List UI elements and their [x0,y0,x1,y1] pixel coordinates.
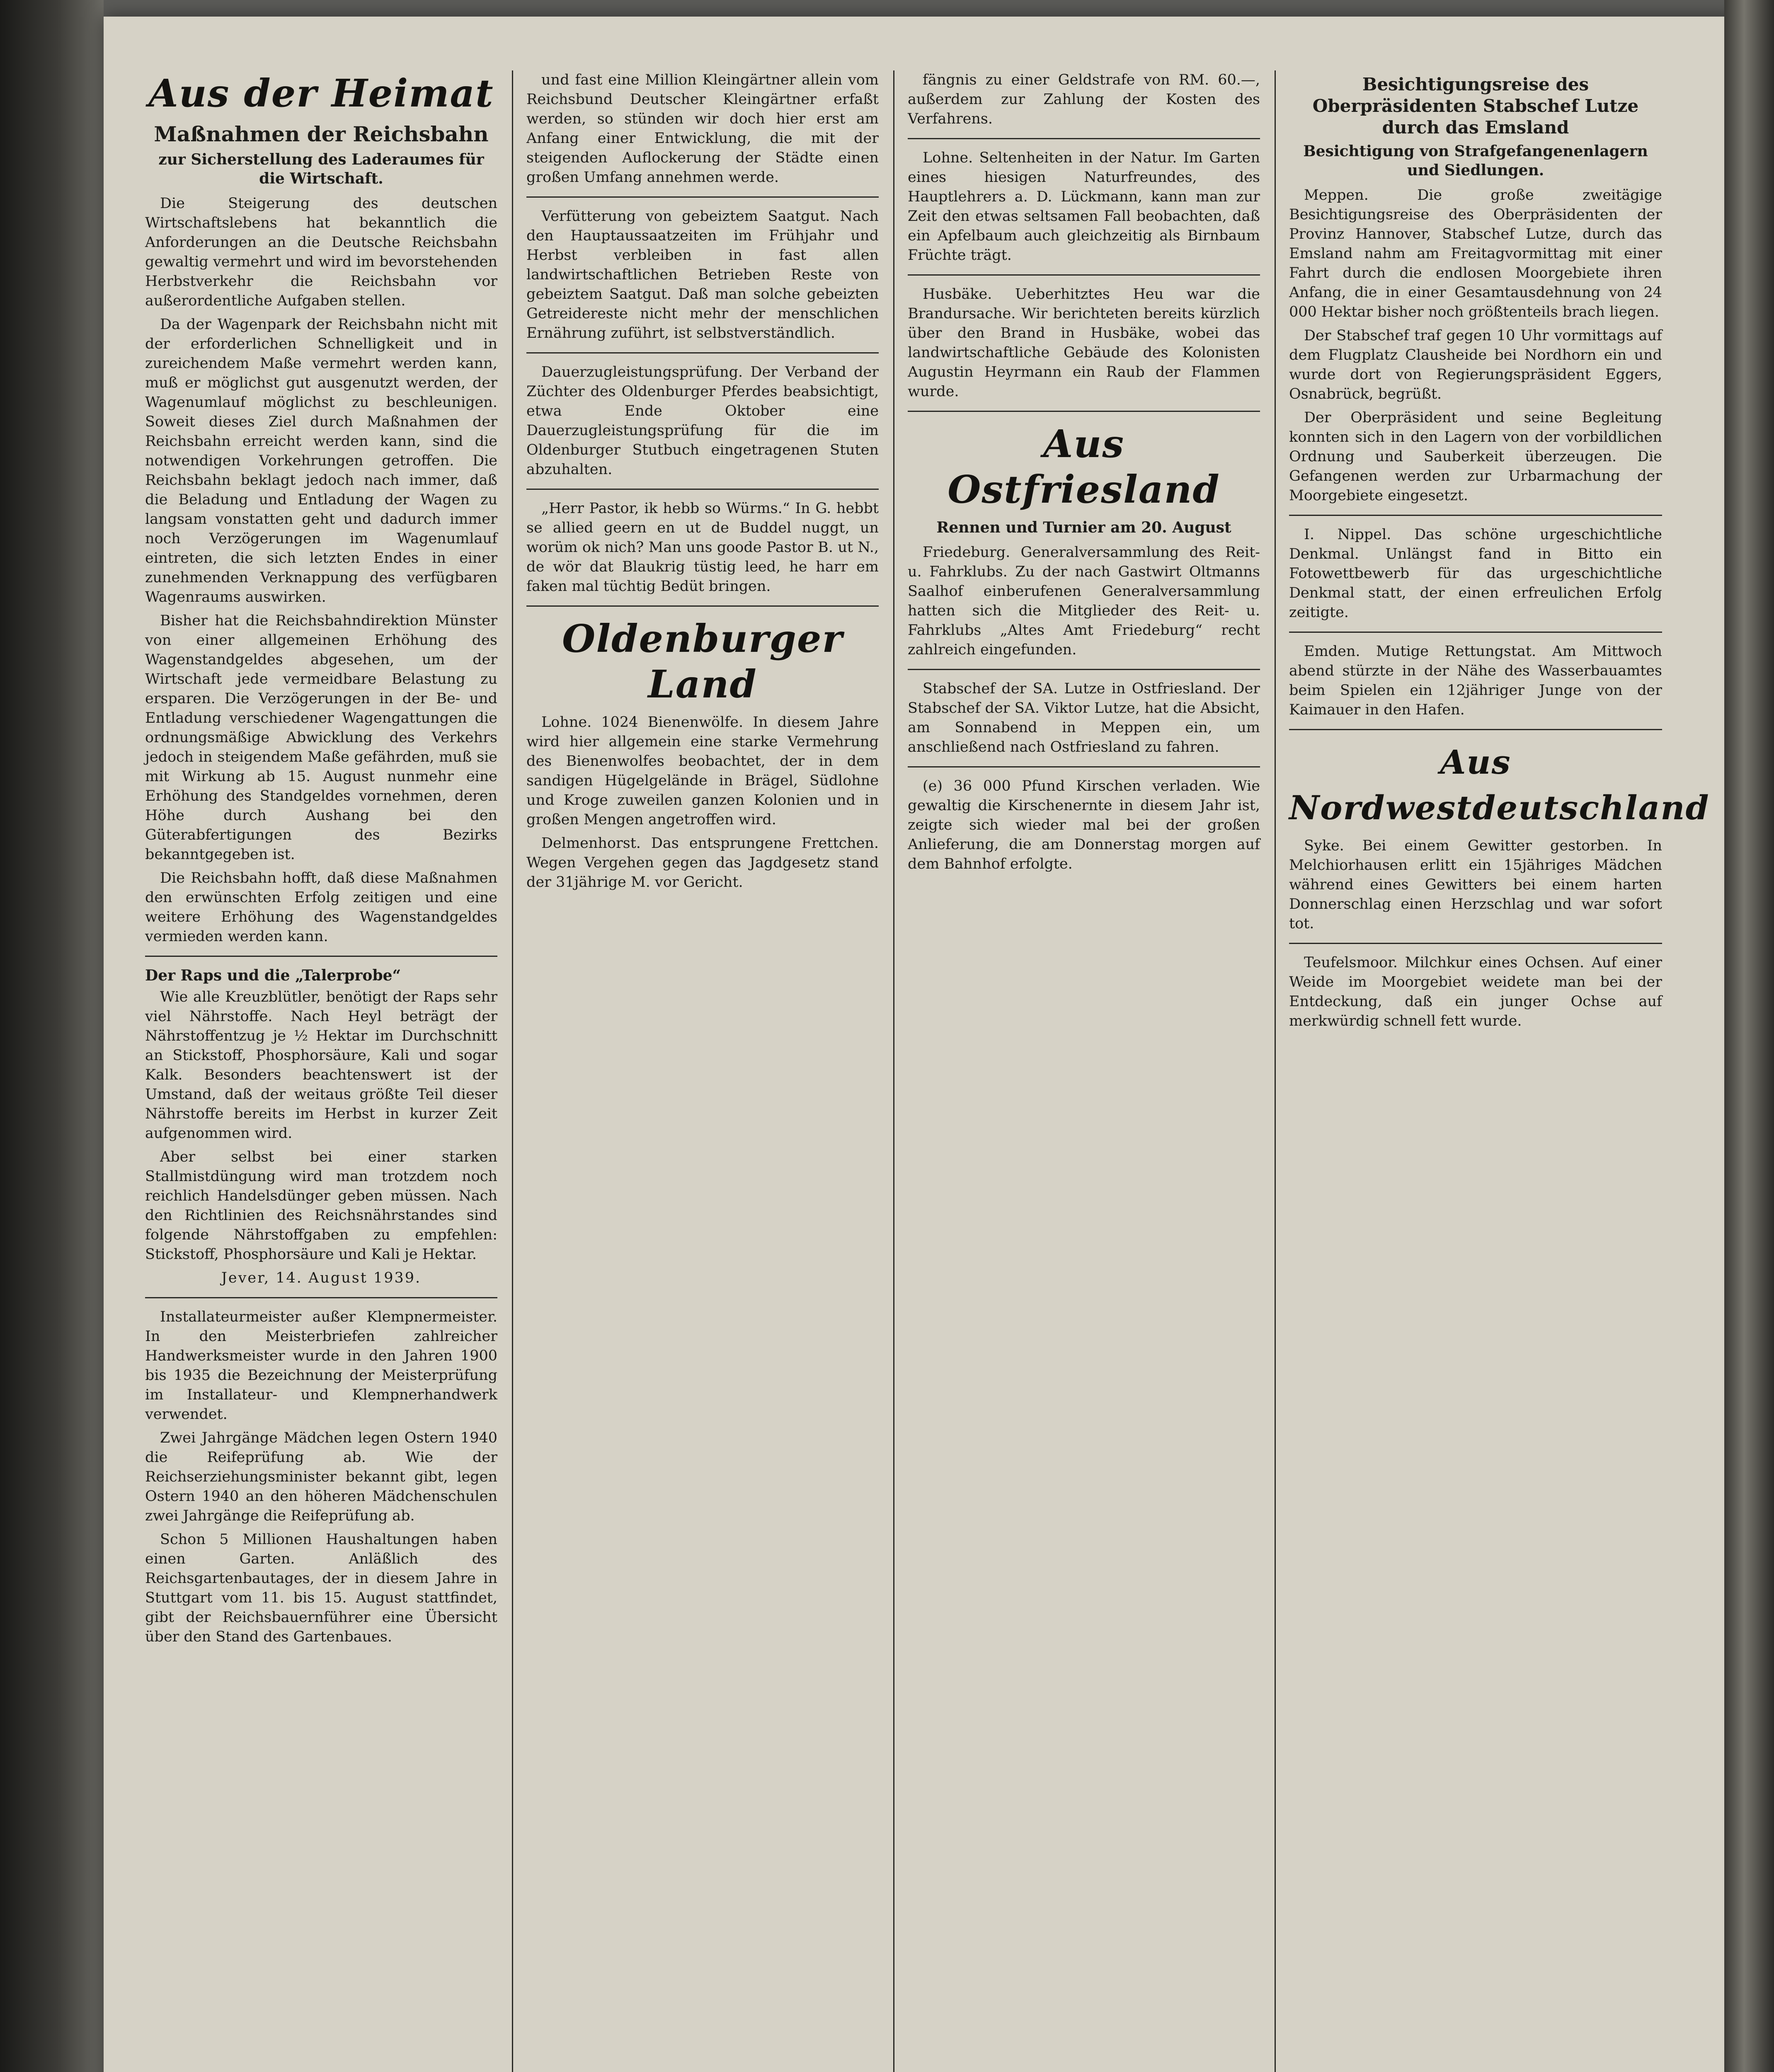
subheadline-reichsbahn: zur Sicherstellung des Laderaumes für die Wirtschaft. [158,151,484,187]
paragraph: Delmenhorst. Das entsprungene Frettchen. Wegen Vergehen gegen das Jagdgesetz stand der 31jährige M. vor Gericht. [526,835,879,891]
paragraph: (e) 36 000 Pfund Kirschen verladen. Wie gewaltig die Kirschenernte in diesem Jahr ist, zeigte sich wieder mal bei der großen Anlieferung, die am Donnerstag morgen auf dem Bahnhof erfolgte. [908,778,1260,872]
newspaper-page [104,17,1737,2072]
column-rule [1275,70,1276,2072]
section-title-heimat: Aus der Heimat [148,71,494,116]
paragraph: Syke. Bei einem Gewitter gestorben. In Melchiorhausen erlitt ein 15jähriges Mädchen während eines Gewitters bei einem harten Donnerschlag einen Herzschlag und war sofort tot. [1289,838,1662,932]
divider [1289,943,1662,944]
paragraph: Dauerzugleistungsprüfung. Der Verband der Züchter des Oldenburger Pferdes beabsichtigt, etwa Ende Oktober eine Dauerzugleistungsprüfung für die im Oldenburger Stutbuch eingetragenen Stuten abzuhalten. [526,364,879,478]
paragraph: „Herr Pastor, ik hebb so Würms.“ In G. hebbt se allied geern en ut de Buddel nuggt, un worüm ok nich? Man uns goode Pastor B. ut N., de wör dat Blaukrig tüstig leed, he harr em faken mal tüchtig Bedüt bringen. [526,500,879,595]
paragraph: Da der Wagenpark der Reichsbahn nicht mit der erforderlichen Schnelligkeit und in zureichendem Maße vermehrt werden kann, muß er möglichst gut ausgenutzt werden, der Wagenumlauf möglichst zu beschleunigen. Soweit dieses Ziel durch Maßnahmen der Reichsbahn erreicht werden kann, sind die notwendigen Vorkehrungen getroffen. Die Reichsbahn beklagt jedoch nach immer, daß die Beladung und Entladung der Wagen zu langsam vonstatten geht und dadurch immer noch Verzögerungen im Wagenumlauf eintreten, die sich letzten Endes in einer zunehmenden Verknappung des verfügbaren Wagenraums auswirken. [145,316,497,605]
divider [526,196,879,198]
headline-rennen: Rennen und Turnier am 20. August [936,519,1231,536]
paragraph: Meppen. Die große zweitägige Besichtigungsreise des Oberpräsidenten der Provinz Hannover, Stabschef Lutze, durch das Emsland nahm am Freitagvormittag mit einer Fahrt durch die endlosen Moorgebiete ihren Anfang, die in einer Gesamtausdehnung von 24 000 Hektar bisher noch größtenteils brach liegen. [1289,187,1662,320]
paragraph: I. Nippel. Das schöne urgeschichtliche Denkmal. Unlängst fand in Bitto ein Fotowettbewerb für das urgeschichtliche Denkmal statt, der einen erfreulichen Erfolg zeitigte. [1289,526,1662,621]
divider [526,352,879,353]
headline-besichtigungsreise: Besichtigungsreise des Oberpräsidenten Stabschef Lutze durch das Emsland [1312,74,1639,138]
column-rule [893,70,894,2072]
paragraph: Der Oberpräsident und seine Begleitung konnten sich in den Lagern von der vorbildlichen Ordnung und Sauberkeit überzeugen. Die Gefangenen werden zur Urbarmachung der Moorgebiete eingesetzt. [1289,409,1662,504]
section-title-oldenburg: Oldenburger Land [562,616,843,707]
book-binding [0,0,104,2072]
paragraph: Zwei Jahrgänge Mädchen legen Ostern 1940 die Reifeprüfung ab. Wie der Reichserziehungsminister bekannt gibt, legen Ostern 1940 an den höheren Mädchenschulen zwei Jahrgänge die Reifeprüfung ab. [145,1430,497,1524]
paragraph: Schon 5 Millionen Haushaltungen haben einen Garten. Anläßlich des Reichsgartenbautages, der in diesem Jahre in Stuttgart vom 11. bis 15. August stattfindet, gibt der Reichsbauernführer eine Übersicht über den Stand des Gartenbaues. [145,1531,497,1645]
article-title-raps: Der Raps und die „Talerprobe“ [145,967,401,984]
dateline: Jever, 14. August 1939. [221,1270,422,1286]
headline-reichsbahn: Maßnahmen der Reichsbahn [154,122,489,146]
column-1 [145,70,497,2072]
paragraph: Aber selbst bei einer starken Stallmistdüngung wird man trotzdem noch reichlich Handelsdünger geben müssen. Nach den Richtlinien des Reichsnährstandes sind folgende Nährstoffgaben zu empfehlen: Stickstoff, Phosphorsäure und Kali je Hektar. [145,1149,497,1263]
paragraph: Lohne. Seltenheiten in der Natur. Im Garten eines hiesigen Naturfreundes, des Hauptlehrers a. D. Lückmann, kann man zur Zeit den etwas seltsamen Fall beobachten, daß ein Apfelbaum auch gleichzeitig als Birnbaum Früchte trägt. [908,150,1260,264]
divider [908,138,1260,139]
divider [526,489,879,490]
paragraph: Bisher hat die Reichsbahndirektion Münster von einer allgemeinen Erhöhung des Wagenstandgeldes abgesehen, um der Wirtschaft jede vermeidbare Belastung zu ersparen. Die Verzögerungen in der Be- und Entladung verschiedener Wagengattungen die ordnungsmäßige Abwicklung des Verkehrs jedoch in steigendem Maße gefährden, muß sie mit Wirkung ab 15. August nunmehr eine Erhöhung des Standgeldes vornehmen, deren Höhe durch Aushang bei den Güterabfertigungen des Bezirks bekanntgegeben ist. [145,612,497,863]
divider [908,274,1260,276]
divider [526,605,879,607]
paragraph: Installateurmeister außer Klempnermeister. In den Meisterbriefen zahlreicher Handwerksmeister wurde in den Jahren 1900 bis 1935 die Bezeichnung der Meisterprüfung im Installateur- und Klempnerhandwerk verwendet. [145,1309,497,1423]
subheadline-besichtigung: Besichtigung von Strafgefangenenlagern und Siedlungen. [1303,143,1648,179]
paragraph: Die Reichsbahn hofft, daß diese Maßnahmen den erwünschten Erfolg zeitigen und eine weitere Erhöhung des Wagenstandgeldes vermieden werden kann. [145,870,497,945]
paragraph: Stabschef der SA. Lutze in Ostfriesland. Der Stabschef der SA. Viktor Lutze, hat die Absicht, am Sonnabend in Meppen ein, um anschließend nach Ostfriesland zu fahren. [908,680,1260,755]
paragraph: Husbäke. Ueberhitztes Heu war die Brandursache. Wir berichteten bereits kürzlich über den Brand in Husbäke, wobei das landwirtschaftliche Gebäude des Kolonisten Augustin Heyrmann ein Raub der Flammen wurde. [908,286,1260,400]
paragraph: Der Stabschef traf gegen 10 Uhr vormittags auf dem Flugplatz Clausheide bei Nordhorn ein und wurde dort von Regierungspräsident Eggers, Osnabrück, begrüßt. [1289,327,1662,402]
paragraph: Die Steigerung des deutschen Wirtschaftslebens hat bekanntlich die Anforderungen an die Deutsche Reichsbahn gewaltig vermehrt und wird im bevorstehenden Herbstverkehr die Reichsbahn vor außerordentliche Aufgaben stellen. [145,195,497,309]
section-title-nordwest: Aus Nordwestdeutschland [1289,743,1710,827]
divider [908,669,1260,670]
divider [1289,729,1662,730]
paragraph: und fast eine Million Kleingärtner allein vom Reichsbund Deutscher Kleingärtner erfaßt werden, so stünden wir doch hier erst am Anfang einer Entwicklung, die mit der steigenden Auflockerung der Städte einen großen Umfang annehmen werde. [526,72,879,186]
paragraph: Friedeburg. Generalversammlung des Reit- u. Fahrklubs. Zu der nach Gastwirt Oltmanns Saalhof einberufenen Generalversammlung hatten sich die Mitglieder des Reit- u. Fahrklubs „Altes Amt Friedeburg“ recht zahlreich eingefunden. [908,544,1260,658]
column-3 [908,70,1260,2072]
paragraph: Verfütterung von gebeiztem Saatgut. Nach den Hauptaussaatzeiten im Frühjahr und Herbst verbleiben in fast allen landwirtschaftlichen Betrieben Reste von gebeiztem Saatgut. Daß man solche gebeizten Getreidereste nicht mehr der menschlichen Ernährung zuführt, ist selbstverständlich. [526,208,879,341]
paragraph: Lohne. 1024 Bienenwölfe. In diesem Jahre wird hier allgemein eine starke Vermehrung des Bienenwolfes beobachtet, der in dem sandigen Hügelgelände in Brägel, Südlohne und Kroge zuweilen ganzen Kolonien und in großen Mengen angetroffen wird. [526,714,879,828]
column-2 [526,70,879,2072]
page-edge [1724,0,1774,2072]
column-rule [512,70,513,2072]
column-4 [1289,70,1710,2072]
paragraph: Emden. Mutige Rettungstat. Am Mittwoch abend stürzte in der Nähe des Wasserbauamtes beim Spielen ein 12jähriger Junge von der Kaimauer in den Hafen. [1289,643,1662,718]
divider [1289,515,1662,516]
divider [908,411,1260,412]
divider [908,766,1260,767]
paragraph: Teufelsmoor. Milchkur eines Ochsen. Auf einer Weide im Moorgebiet weidete man bei der Entdeckung, daß ein junger Ochse auf merkwürdig schnell fett wurde. [1289,954,1662,1029]
divider [145,956,497,957]
paragraph: Wie alle Kreuzblütler, benötigt der Raps sehr viel Nährstoffe. Nach Heyl beträgt der Nährstoffentzug je ½ Hektar im Durchschnitt an Stickstoff, Phosphorsäure, Kali und sogar Kalk. Besonders beachtenswert ist der Umstand, daß der weitaus größte Teil dieser Nährstoffe bereits im Herbst in kurzer Zeit aufgenommen wird. [145,989,497,1142]
divider [145,1297,497,1298]
paragraph: fängnis zu einer Geldstrafe von RM. 60.—, außerdem zur Zahlung der Kosten des Verfahrens. [908,72,1260,127]
divider [1289,632,1662,633]
section-title-ostfriesland: Aus Ostfriesland [948,421,1220,512]
